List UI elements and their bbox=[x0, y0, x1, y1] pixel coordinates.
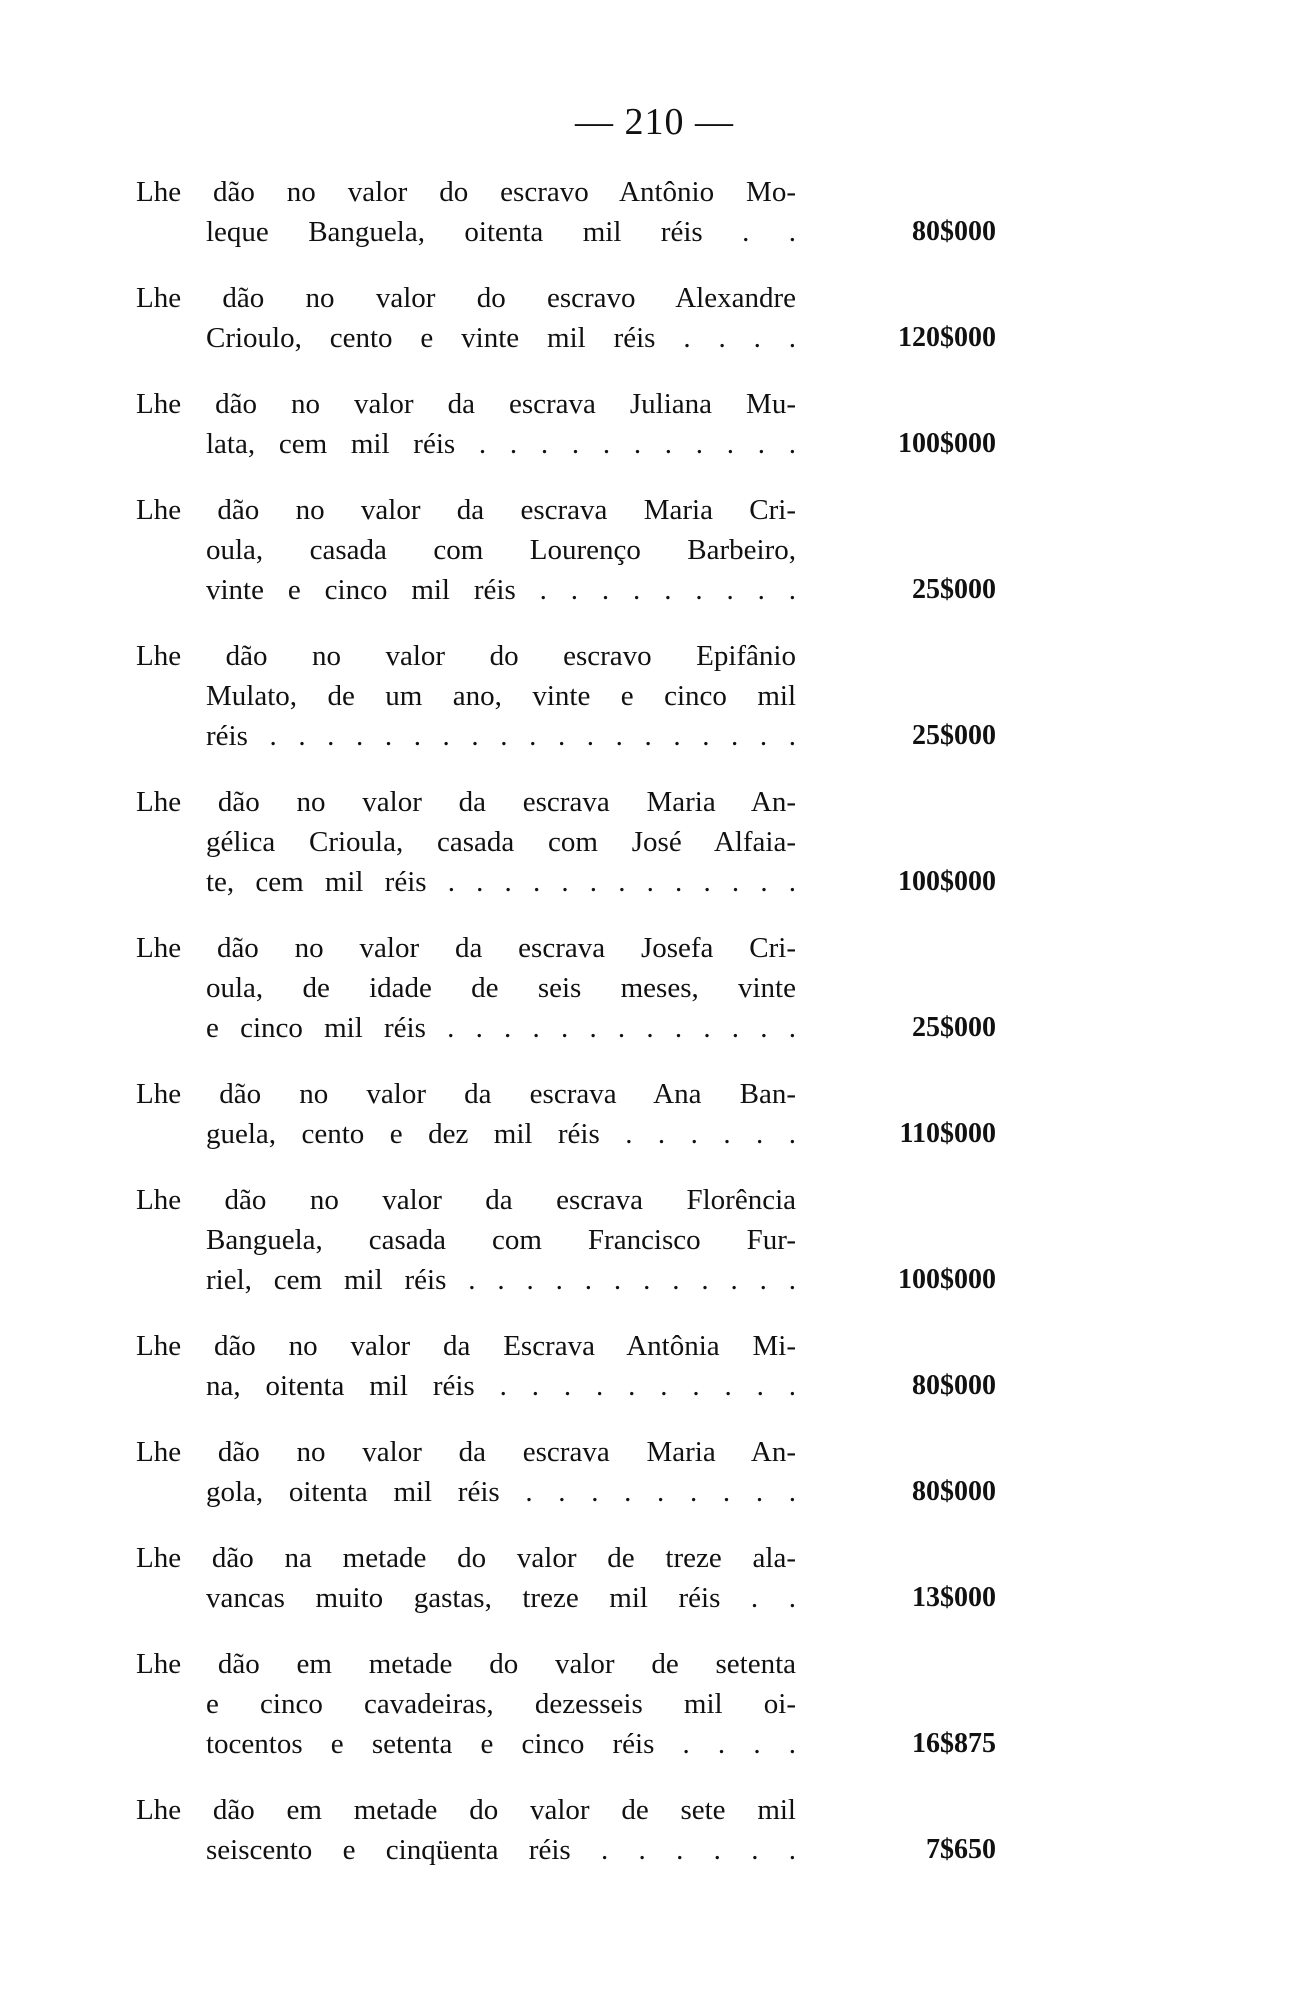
entry-line: te, cem mil réis . . . . . . . . . . . . . bbox=[206, 866, 796, 898]
entry-line: Lhe dão no valor da Escrava Antônia Mi- bbox=[136, 1330, 796, 1362]
entry-line: gola, oitenta mil réis . . . . . . . . . bbox=[206, 1476, 796, 1508]
entry-line: Mulato, de um ano, vinte e cinco mil bbox=[206, 680, 796, 712]
entry-amount: 16$875 bbox=[912, 1728, 996, 1759]
entry-line: vinte e cinco mil réis . . . . . . . . . bbox=[206, 574, 796, 606]
ledger-entry bbox=[136, 1326, 996, 1406]
ledger-entry bbox=[136, 636, 996, 756]
entry-line: gélica Crioula, casada com José Alfaia- bbox=[206, 826, 796, 858]
entry-amount: 80$000 bbox=[912, 1370, 996, 1401]
entry-amount: 25$000 bbox=[912, 574, 996, 605]
entry-description bbox=[136, 1326, 796, 1406]
ledger-entry bbox=[136, 1790, 996, 1870]
ledger-entry bbox=[136, 490, 996, 610]
entry-amount: 13$000 bbox=[912, 1582, 996, 1613]
entry-line: lata, cem mil réis . . . . . . . . . . . bbox=[206, 428, 796, 460]
entry-description bbox=[136, 278, 796, 358]
page-number: — 210 — bbox=[575, 101, 734, 143]
entry-line: e cinco mil réis . . . . . . . . . . . . . bbox=[206, 1012, 796, 1044]
entry-line: Lhe dão no valor da escrava Juliana Mu- bbox=[136, 388, 796, 420]
entry-line: Lhe dão no valor do escravo Antônio Mo- bbox=[136, 176, 796, 208]
ledger-entry bbox=[136, 1538, 996, 1618]
entry-line: e cinco cavadeiras, dezesseis mil oi- bbox=[206, 1688, 796, 1720]
ledger-entry bbox=[136, 384, 996, 464]
entry-description bbox=[136, 1432, 796, 1512]
entry-line: Lhe dão em metade do valor de setenta bbox=[136, 1648, 796, 1680]
entry-line: Lhe dão no valor da escrava Ana Ban- bbox=[136, 1078, 796, 1110]
entry-line: Lhe dão no valor do escravo Alexandre bbox=[136, 282, 796, 314]
entry-amount: 110$000 bbox=[899, 1118, 996, 1149]
entry-amount: 100$000 bbox=[898, 1264, 996, 1295]
entry-amount: 120$000 bbox=[898, 322, 996, 353]
entry-line: tocentos e setenta e cinco réis . . . . bbox=[206, 1728, 796, 1760]
ledger-entry bbox=[136, 1074, 996, 1154]
entry-amount: 25$000 bbox=[912, 1012, 996, 1043]
entry-line: na, oitenta mil réis . . . . . . . . . . bbox=[206, 1370, 796, 1402]
entry-line: Lhe dão no valor da escrava Florência bbox=[136, 1184, 796, 1216]
ledger-entry bbox=[136, 172, 996, 252]
entry-description bbox=[136, 1538, 796, 1618]
entry-line: Lhe dão no valor da escrava Josefa Cri- bbox=[136, 932, 796, 964]
entry-line: Lhe dão no valor da escrava Maria An- bbox=[136, 786, 796, 818]
entry-line: Lhe dão no valor da escrava Maria An- bbox=[136, 1436, 796, 1468]
entry-amount: 80$000 bbox=[912, 1476, 996, 1507]
entry-line: oula, casada com Lourenço Barbeiro, bbox=[206, 534, 796, 566]
entry-description bbox=[136, 384, 796, 464]
entry-description bbox=[136, 172, 796, 252]
entry-line: Banguela, casada com Francisco Fur- bbox=[206, 1224, 796, 1256]
ledger-entry bbox=[136, 1432, 996, 1512]
entry-amount: 25$000 bbox=[912, 720, 996, 751]
ledger-entry bbox=[136, 1644, 996, 1764]
entry-line: Lhe dão na metade do valor de treze ala- bbox=[136, 1542, 796, 1574]
entry-line: Lhe dão em metade do valor de sete mil bbox=[136, 1794, 796, 1826]
entry-line: Lhe dão no valor do escravo Epifânio bbox=[136, 640, 796, 672]
ledger-entry bbox=[136, 278, 996, 358]
entry-line: Lhe dão no valor da escrava Maria Cri- bbox=[136, 494, 796, 526]
entry-description bbox=[136, 490, 796, 610]
ledger-entry bbox=[136, 1180, 996, 1300]
entry-line: seiscento e cinqüenta réis . . . . . . bbox=[206, 1834, 796, 1866]
ledger-entry bbox=[136, 782, 996, 902]
ledger-entry bbox=[136, 928, 996, 1048]
entry-line: réis . . . . . . . . . . . . . . . . . . . bbox=[206, 720, 796, 752]
entry-description bbox=[136, 636, 796, 756]
entry-description bbox=[136, 1180, 796, 1300]
entry-description bbox=[136, 782, 796, 902]
entry-description bbox=[136, 1790, 796, 1870]
entry-line: guela, cento e dez mil réis . . . . . . bbox=[206, 1118, 796, 1150]
entry-description bbox=[136, 1644, 796, 1764]
entry-line: Crioulo, cento e vinte mil réis . . . . bbox=[206, 322, 796, 354]
entry-line: riel, cem mil réis . . . . . . . . . . . . bbox=[206, 1264, 796, 1296]
entry-description bbox=[136, 1074, 796, 1154]
entry-amount: 100$000 bbox=[898, 866, 996, 897]
entry-line: vancas muito gastas, treze mil réis . . bbox=[206, 1582, 796, 1614]
entry-description bbox=[136, 928, 796, 1048]
entry-amount: 7$650 bbox=[926, 1834, 996, 1865]
entry-line: leque Banguela, oitenta mil réis . . bbox=[206, 216, 796, 248]
ledger-entries bbox=[136, 172, 996, 1896]
entry-amount: 100$000 bbox=[898, 428, 996, 459]
entry-amount: 80$000 bbox=[912, 216, 996, 247]
entry-line: oula, de idade de seis meses, vinte bbox=[206, 972, 796, 1004]
